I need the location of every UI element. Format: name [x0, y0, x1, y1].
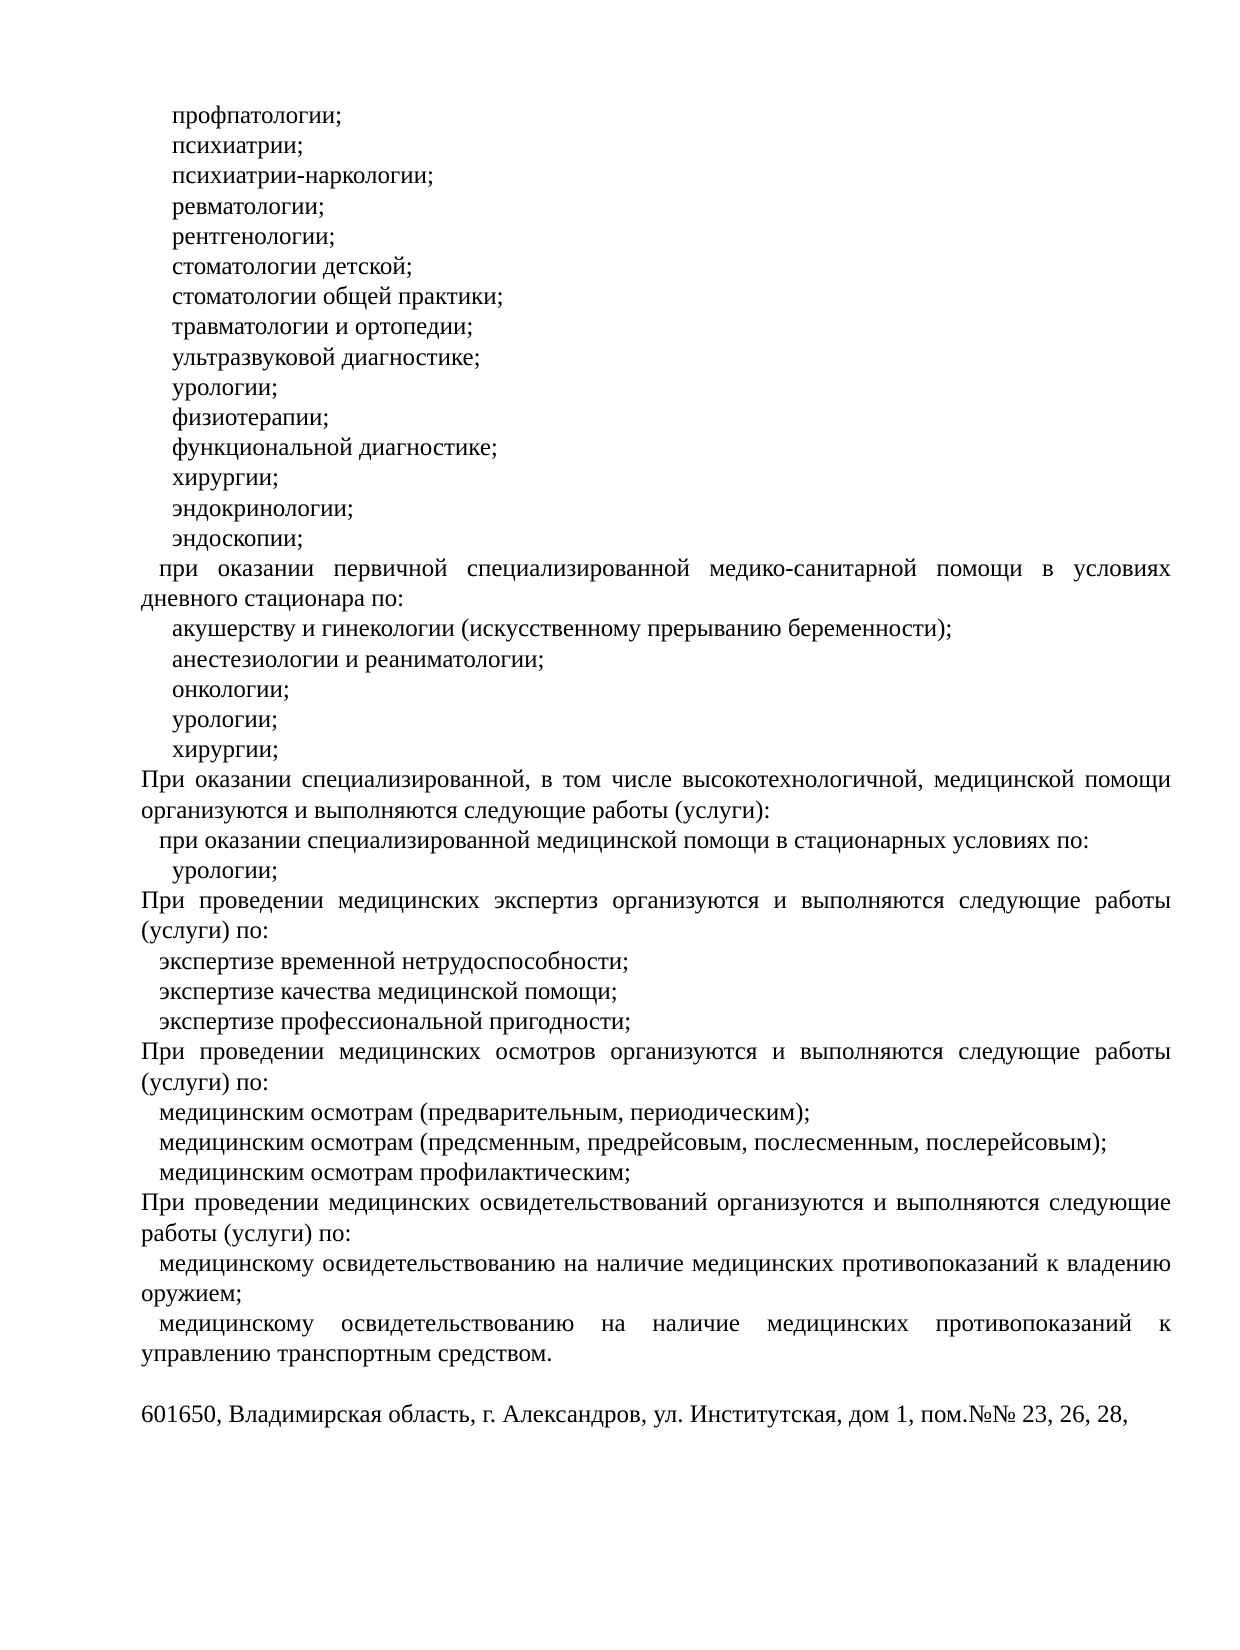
paragraph-line: экспертизе временной нетрудоспособности; — [159, 947, 630, 975]
paragraph-line: функциональной диагностике; — [172, 434, 498, 462]
paragraph-line: медицинским осмотрам (предсменным, предрейсовым, послесменным, послерейсовым); — [159, 1128, 1108, 1156]
paragraph-line: медицинским осмотрам профилактическим; — [159, 1159, 631, 1187]
paragraph-line: экспертизе качества медицинской помощи; — [159, 977, 618, 1005]
paragraph-line: медицинскому освидетельствованию на наличие медицинских противопоказаний к владению оружием; — [141, 1249, 1171, 1307]
paragraph-line: акушерству и гинекологии (искусственному прерыванию беременности); — [172, 615, 953, 643]
paragraph-line: травматологии и ортопедии; — [172, 313, 474, 341]
paragraph-line: физиотерапии; — [172, 404, 330, 432]
paragraph-line: эндокринологии; — [172, 494, 354, 522]
paragraph-line: стоматологии общей практики; — [172, 283, 504, 311]
paragraph-line: профпатологии; — [172, 102, 343, 129]
paragraph-line: стоматологии детской; — [172, 253, 413, 281]
works-services-list — [141, 101, 1171, 1370]
paragraph-line: хирургии; — [172, 464, 280, 492]
paragraph-line: урологии; — [172, 857, 279, 885]
paragraph-line: урологии; — [172, 373, 279, 401]
paragraph-line: хирургии; — [172, 736, 280, 764]
paragraph-line: ультразвуковой диагностике; — [172, 343, 481, 371]
paragraph-line: при оказании первичной специализированной медико-санитарной помощи в условиях дневного стационара по: — [141, 555, 1171, 613]
paragraph-line: рентгенологии; — [172, 222, 336, 250]
paragraph-line: При проведении медицинских осмотров организуются и выполняются следующие работы (услуги) по: — [141, 1038, 1171, 1096]
paragraph-line: медицинскому освидетельствованию на наличие медицинских противопоказаний к управлению транспортным средством. — [141, 1310, 1171, 1368]
address-line: 601650, Владимирская область, г. Александров, ул. Институтская, дом 1, пом.№№ 23, 26, 28, — [141, 1400, 1129, 1428]
paragraph-line: эндоскопии; — [172, 524, 304, 552]
paragraph-line: психиатрии; — [172, 132, 304, 160]
paragraph-line: урологии; — [172, 706, 279, 734]
paragraph-line: экспертизе профессиональной пригодности; — [159, 1008, 632, 1036]
paragraph-line: онкологии; — [172, 675, 290, 703]
paragraph-line: медицинским осмотрам (предварительным, периодическим); — [159, 1098, 811, 1126]
paragraph-line: При оказании специализированной, в том числе высокотехнологичной, медицинской помощи организуются и выполняются следующие работы (услуги): — [141, 766, 1171, 824]
paragraph-line: психиатрии-наркологии; — [172, 162, 434, 190]
paragraph-line: При проведении медицинских освидетельствований организуются и выполняются следующие работы (услуги) по: — [141, 1189, 1171, 1247]
paragraph-line: при оказании специализированной медицинской помощи в стационарных условиях по: — [159, 826, 1090, 854]
paragraph-line: ревматологии; — [172, 192, 325, 220]
paragraph-line: При проведении медицинских экспертиз организуются и выполняются следующие работы (услуги) по: — [141, 887, 1171, 945]
paragraph-line: анестезиологии и реаниматологии; — [172, 645, 545, 673]
